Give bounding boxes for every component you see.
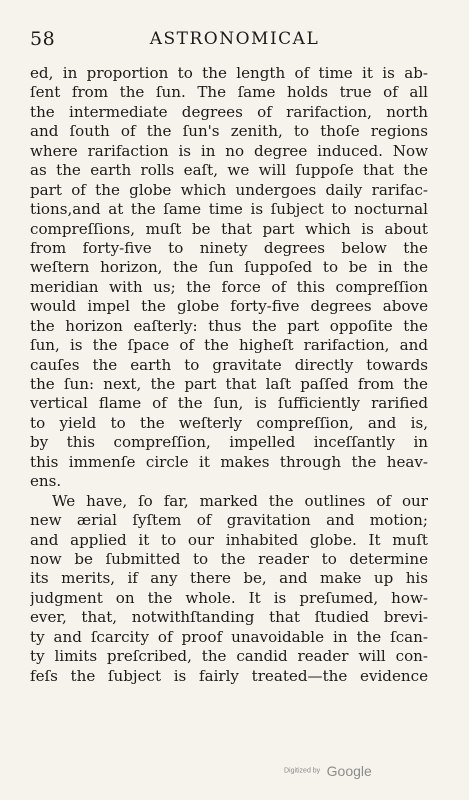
text-line: ſent from the ſun. The ſame holds true of all: [30, 83, 428, 102]
text-line: feſs the ſubject is fairly treated—the evidence: [30, 666, 428, 685]
running-title: ASTRONOMICAL: [149, 29, 320, 49]
text-line: ſun, is the ſpace of the higheſt rarifaction, and: [30, 336, 428, 355]
text-line: ens.: [30, 472, 62, 491]
text-line: this immenſe circle it makes through the heav-: [30, 452, 428, 471]
watermark-prefix: Digitized by: [284, 767, 321, 775]
text-line: would impel the globe forty-five degrees above: [30, 297, 428, 316]
text-line: the horizon eaſterly: thus the part oppoſite the: [30, 316, 428, 335]
text-line: the ſun: next, the part that laſt paſſed from the: [30, 375, 428, 393]
text-line: new ærial ſyſtem of gravitation and motion;: [30, 511, 428, 530]
page-header: [30, 28, 439, 52]
page-number: 58: [30, 28, 56, 50]
text-line: where rarifaction is in no degree induced. Now: [30, 141, 428, 160]
google-logo: Google: [326, 762, 372, 779]
text-line: vertical flame of the ſun, is ſufficiently rarified: [30, 394, 428, 413]
text-line: to yield to the weſterly compreſſion, and is,: [30, 413, 428, 432]
paragraph-2: [30, 492, 428, 686]
text-line: weſtern horizon, the ſun ſuppoſed to be in the: [30, 258, 428, 277]
text-line: and applied it to our inhabited globe. It muſt: [30, 530, 428, 549]
text-line: meridian with us; the force of this compreſſion: [30, 277, 428, 296]
text-line: from forty-five to ninety degrees below the: [30, 238, 428, 257]
text-line: by this compreſſion, impelled inceſſantly in: [30, 433, 428, 452]
text-line: ty and ſcarcity of proof unavoidable in the ſcan-: [30, 627, 428, 646]
text-line: ever, that, notwithſtanding that ſtudied brevi-: [30, 608, 428, 627]
text-line: ty limits preſcribed, the candid reader will con-: [30, 647, 428, 666]
text-line: cauſes the earth to gravitate directly towards: [30, 355, 428, 374]
text-line: part of the globe which undergoes daily rarifac-: [30, 180, 428, 199]
text-line: tions,and at the ſame time is ſubject to nocturnal: [30, 200, 428, 219]
text-line: now be ſubmitted to the reader to determine: [30, 549, 428, 568]
text-line: and ſouth of the ſun's zenith, to thoſe regions: [30, 122, 428, 141]
text-line: We have, ſo far, marked the outlines of our: [52, 491, 428, 510]
paragraph-1: [30, 64, 428, 492]
text-line: judgment on the whole. It is preſumed, how-: [30, 588, 428, 607]
text-line: the intermediate degrees of rarifaction, north: [30, 102, 428, 121]
text-line: as the earth rolls eaſt, we will ſuppoſe that the: [30, 161, 428, 180]
body-text: [30, 64, 428, 686]
text-line: its merits, if any there be, and make up his: [30, 569, 428, 588]
digitized-by-google-watermark: [284, 762, 372, 780]
text-line: compreſſions, muſt be that part which is about: [30, 219, 428, 238]
text-line: ed, in proportion to the length of time it is ab-: [30, 64, 428, 82]
